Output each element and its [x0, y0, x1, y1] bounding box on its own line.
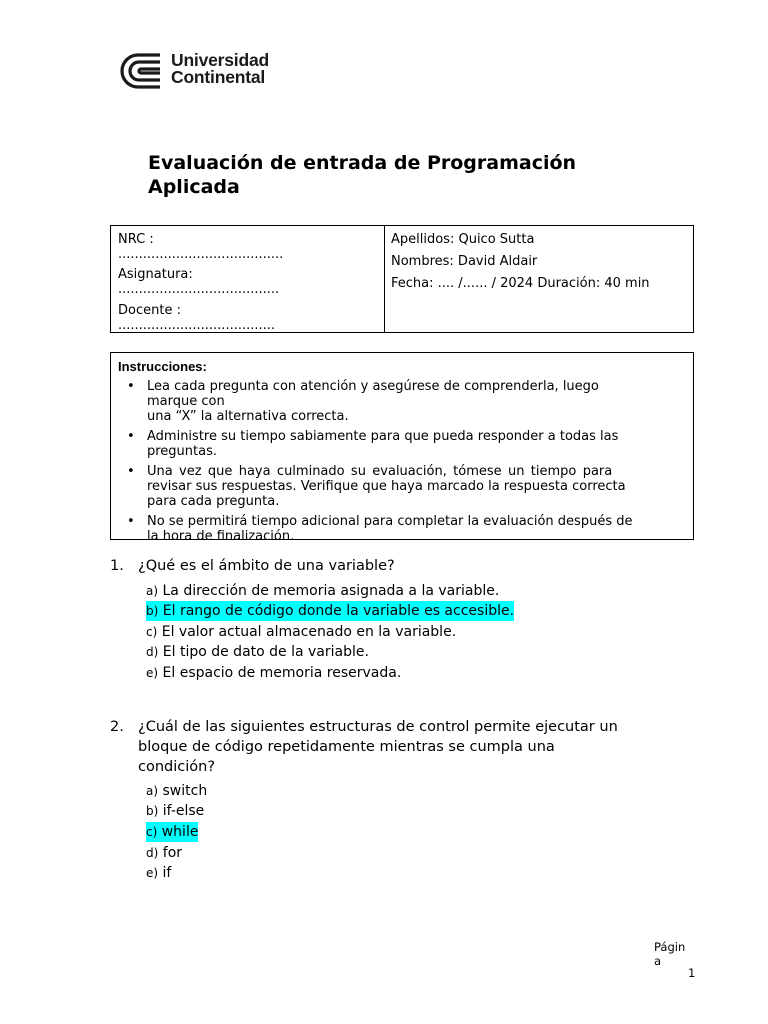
- answer-option[interactable]: [146, 622, 456, 642]
- option-text: El espacio de memoria reservada.: [162, 665, 402, 681]
- instruction-line: la hora de finalización.: [147, 529, 295, 540]
- answer-option[interactable]: [146, 843, 182, 863]
- option-text: if-else: [162, 803, 205, 819]
- question-number: 1.: [110, 558, 124, 574]
- bullet-icon: •: [127, 429, 135, 444]
- answer-option[interactable]: [146, 663, 401, 683]
- docente-label: Docente :: [118, 303, 181, 318]
- page-title: [148, 151, 576, 199]
- instruction-line: preguntas.: [147, 444, 218, 459]
- instruction-line: revisar sus respuestas. Verifique que haya marcado la respuesta correcta: [147, 479, 626, 494]
- answer-option[interactable]: [146, 801, 204, 821]
- question-number: 2.: [110, 719, 124, 735]
- option-text: El tipo de dato de la variable.: [162, 644, 369, 660]
- apellidos-field: Apellidos: Quico Sutta: [391, 232, 535, 247]
- question-line: bloque de código repetidamente mientras se cumpla una: [138, 739, 555, 755]
- option-letter: b): [146, 804, 159, 818]
- instruction-item: [147, 379, 679, 424]
- page-number: [654, 940, 696, 980]
- page-label: Págin: [654, 940, 686, 954]
- option-text: El valor actual almacenado en la variable.: [161, 624, 457, 640]
- course-info-cell: [111, 226, 385, 332]
- question-line: ¿Cuál de las siguientes estructuras de control permite ejecutar un: [138, 719, 618, 735]
- option-letter: c): [146, 625, 158, 639]
- question-text: [138, 556, 395, 576]
- bullet-icon: •: [127, 379, 135, 394]
- logo-text: [171, 52, 269, 86]
- option-letter: d): [146, 645, 159, 659]
- option-letter: d): [146, 846, 159, 860]
- bullet-icon: •: [127, 514, 135, 529]
- instruction-line: una “X” la alternativa correcta.: [147, 409, 349, 424]
- option-text: for: [162, 845, 183, 861]
- instruction-line: para cada pregunta.: [147, 494, 280, 509]
- question-text: [138, 717, 618, 777]
- option-letter: e): [146, 866, 159, 880]
- logo-mark-icon: [118, 52, 162, 90]
- instructions-heading: Instrucciones:: [118, 359, 207, 374]
- instruction-line: No se permitirá tiempo adicional para completar la evaluación después de: [147, 514, 633, 529]
- asignatura-label: Asignatura:: [118, 267, 193, 282]
- logo-line-2: Continental: [171, 67, 266, 87]
- instruction-line: Una vez que haya culminado su evaluación, tómese un tiempo para: [147, 464, 613, 479]
- docente-field: ......................................: [118, 318, 276, 333]
- instruction-item: [147, 429, 679, 459]
- option-text: La dirección de memoria asignada a la variable.: [162, 583, 500, 599]
- instruction-line: Lea cada pregunta con atención y asegúrese de comprenderla, luego: [147, 379, 599, 394]
- option-text: switch: [162, 783, 208, 799]
- option-text: while: [161, 824, 199, 840]
- answer-option[interactable]: [146, 863, 171, 883]
- logo-line-1: Universidad: [171, 50, 269, 70]
- nrc-field: ........................................: [118, 247, 284, 262]
- asignatura-field: .......................................: [118, 282, 280, 297]
- page-number-value: 1: [688, 966, 696, 980]
- page-label: a: [654, 954, 662, 968]
- instruction-line: marque con: [147, 394, 225, 409]
- title-line-1: Evaluación de entrada de Programación: [148, 152, 577, 174]
- fecha-field: Fecha: .... /...... / 2024 Duración: 40 min: [391, 276, 650, 291]
- title-line-2: Aplicada: [148, 176, 240, 198]
- option-text: if: [162, 865, 172, 881]
- bullet-icon: •: [127, 464, 135, 479]
- instruction-item: [147, 514, 679, 540]
- option-text: El rango de código donde la variable es accesible.: [162, 603, 515, 619]
- nombres-field: Nombres: David Aldair: [391, 254, 538, 269]
- student-info-box: [110, 225, 694, 333]
- option-letter: e): [146, 666, 159, 680]
- question-line: ¿Qué es el ámbito de una variable?: [138, 558, 395, 574]
- student-info-cell: [385, 226, 693, 332]
- answer-option[interactable]: [146, 781, 207, 801]
- instruction-line: Administre su tiempo sabiamente para que pueda responder a todas las: [147, 429, 619, 444]
- instructions-box: [110, 352, 694, 540]
- answer-option-selected[interactable]: [146, 601, 514, 621]
- question-line: condición?: [138, 759, 216, 775]
- answer-option[interactable]: [146, 642, 369, 662]
- option-letter: a): [146, 784, 159, 798]
- nrc-label: NRC :: [118, 232, 154, 247]
- option-letter: c): [146, 825, 158, 839]
- option-letter: b): [146, 604, 159, 618]
- option-letter: a): [146, 584, 159, 598]
- instruction-item: [147, 464, 679, 509]
- answer-option-selected[interactable]: [146, 822, 198, 842]
- answer-option[interactable]: [146, 581, 499, 601]
